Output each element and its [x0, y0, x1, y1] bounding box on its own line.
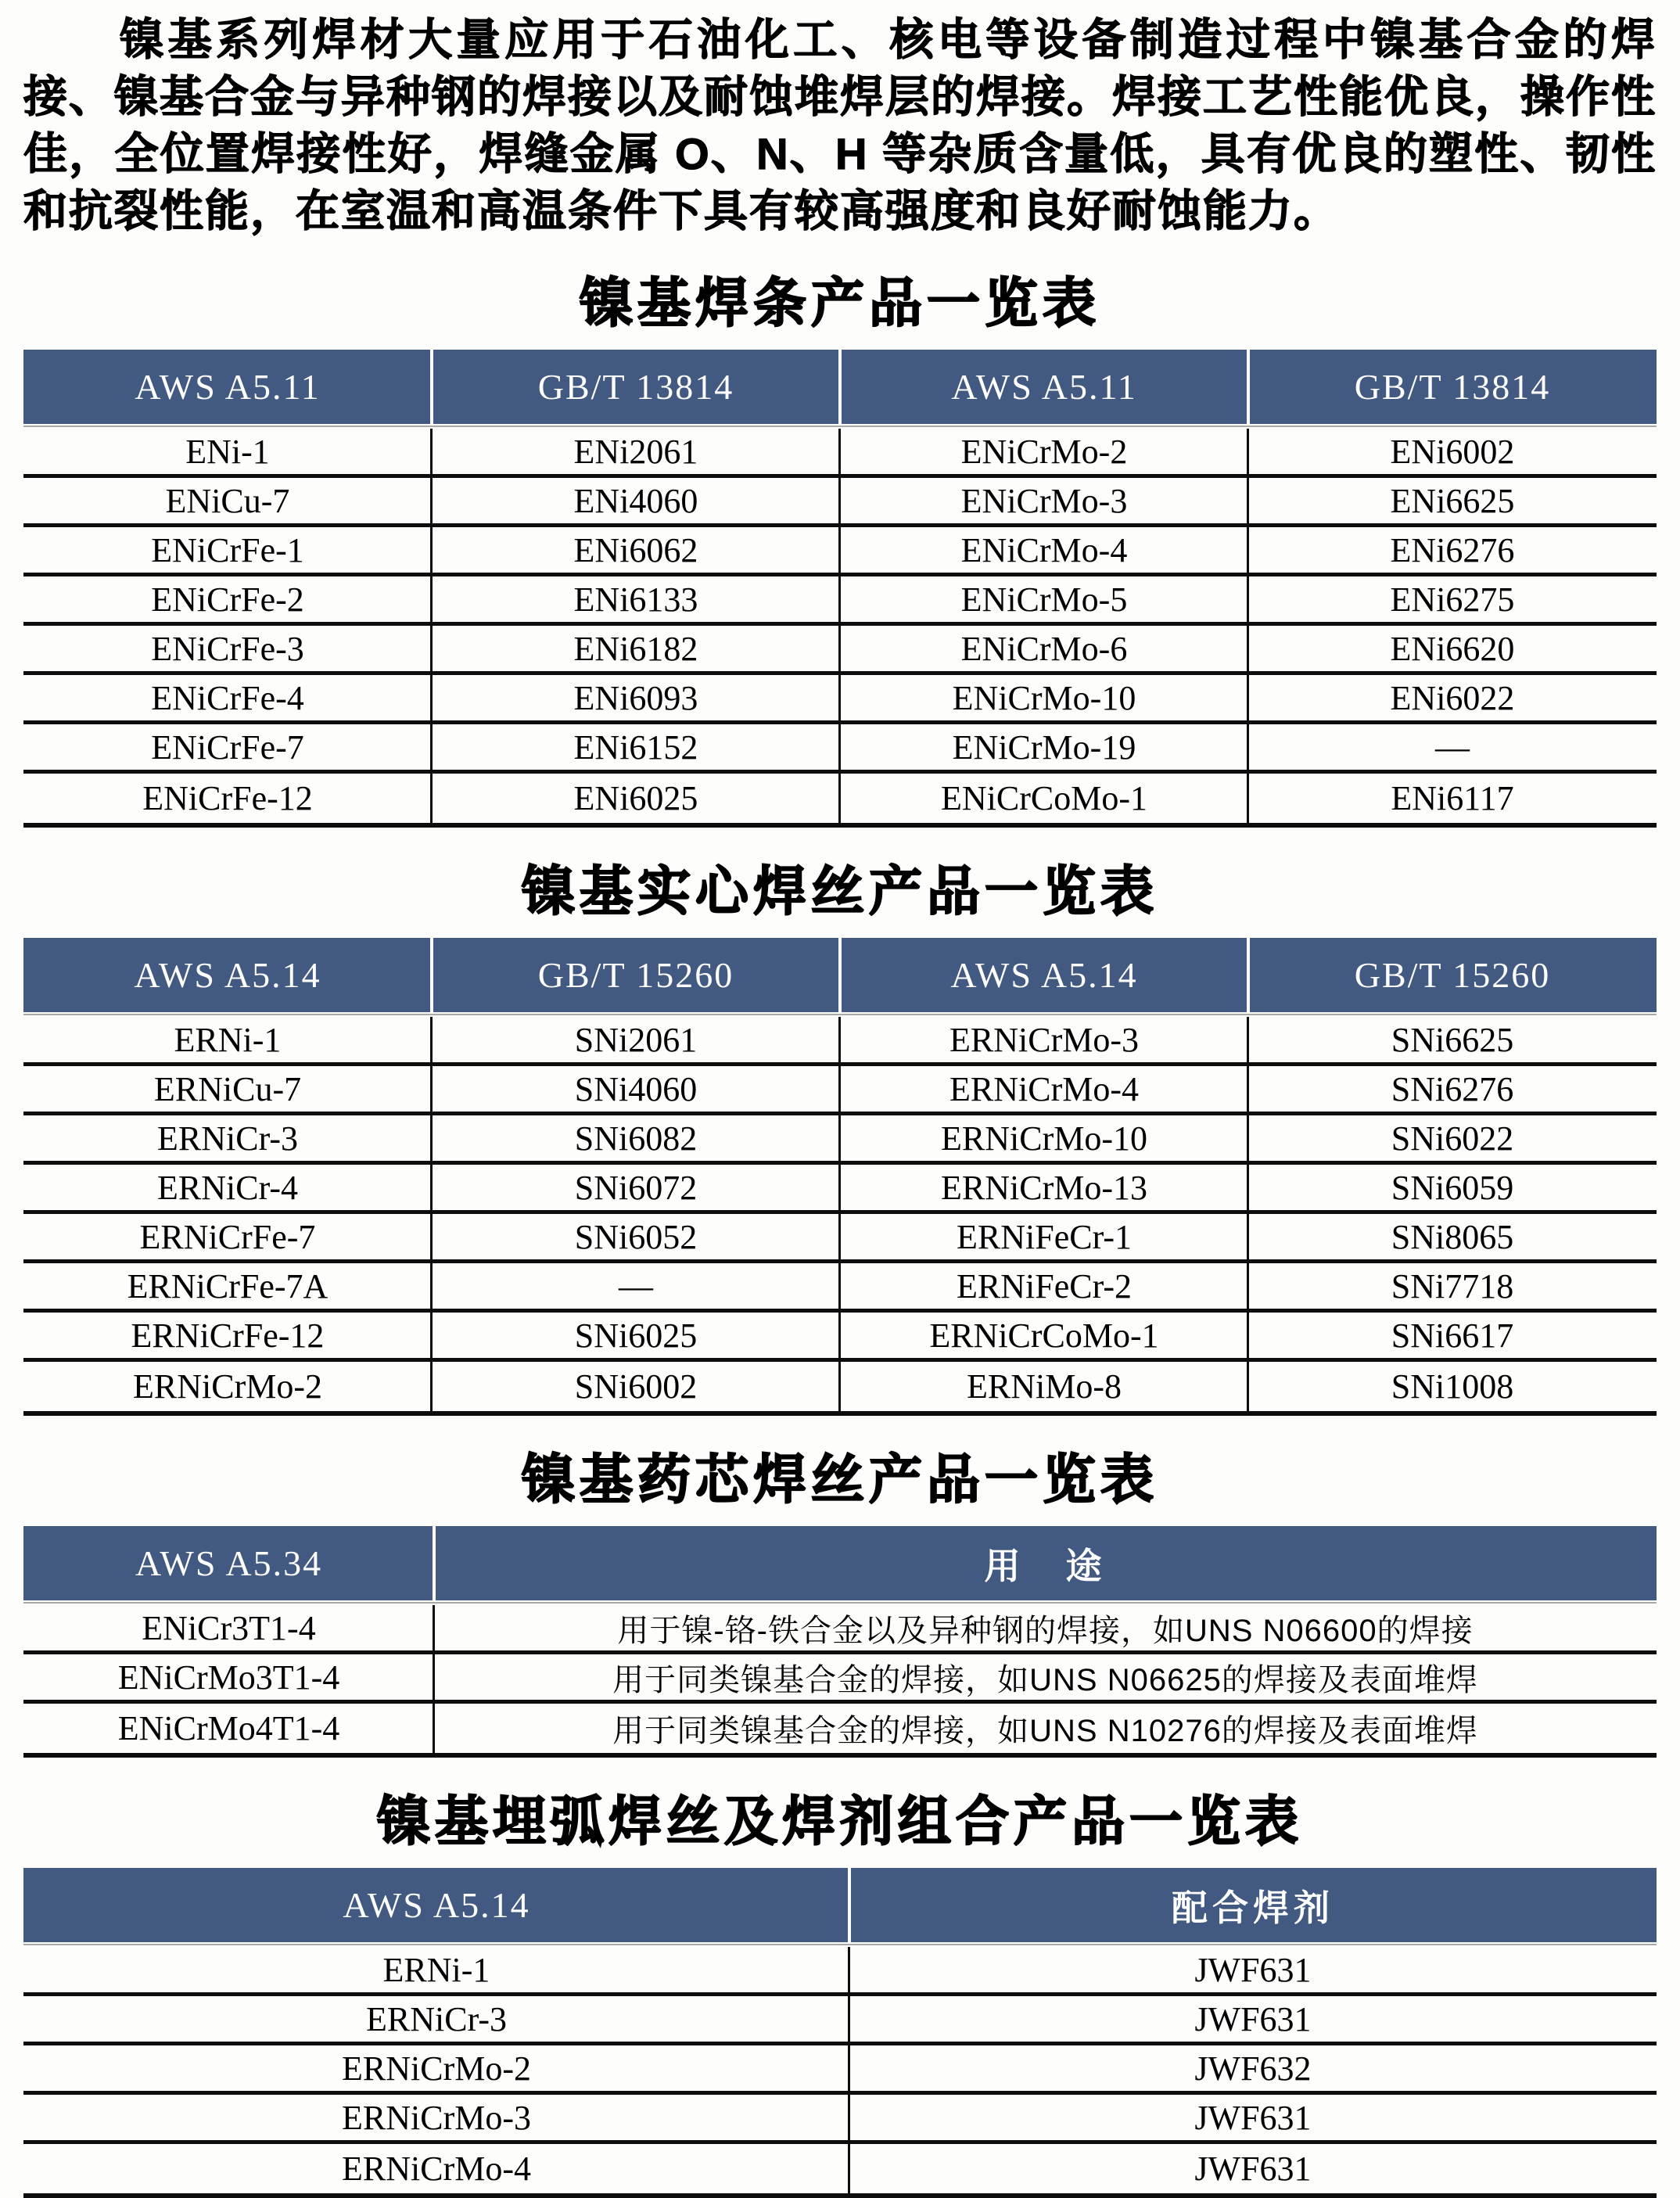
body-cell: SNi6002 — [574, 1367, 698, 1406]
body-cell: SNi8065 — [1391, 1217, 1514, 1256]
body-cell: SNi6052 — [574, 1217, 698, 1256]
body-cell: ERNiMo-8 — [967, 1367, 1122, 1406]
table-row — [23, 1654, 1657, 1704]
header-cell: AWS A5.14 — [840, 938, 1248, 1012]
section-title-flux-cored: 镍基药芯焊丝产品一览表 — [521, 1450, 1158, 1510]
column-divider — [838, 1017, 841, 1411]
body-cell: ERNiCr-3 — [157, 1119, 298, 1158]
body-cell: ERNiCrMo-4 — [949, 1069, 1139, 1108]
table-flux-cored — [23, 1526, 1657, 1758]
body-cell: ERNiCrMo-2 — [342, 2049, 531, 2088]
body-cell: ERNiFeCr-2 — [957, 1266, 1132, 1306]
body-cell: 用于镍-铬-铁合金以及异种钢的焊接，如UNS N06600的焊接 — [617, 1613, 1474, 1648]
body-cell: ERNiCrMo-2 — [133, 1367, 322, 1406]
body-cell: SNi2061 — [574, 1020, 698, 1059]
body-cell: JWF631 — [1194, 2150, 1312, 2188]
table-saw-body — [23, 1947, 1657, 2198]
body-cell: ENiCrMo-3 — [960, 481, 1128, 520]
body-cell: ENi6275 — [1390, 580, 1515, 619]
body-cell: ERNiCr-4 — [157, 1168, 298, 1207]
table-solid-wires-body — [23, 1017, 1657, 1416]
table-row — [23, 1947, 1657, 1996]
body-cell: ENiCrMo-4 — [960, 530, 1128, 569]
table-electrodes-body — [23, 429, 1657, 828]
body-cell: SNi1008 — [1391, 1367, 1514, 1406]
body-cell: SNi6059 — [1391, 1168, 1514, 1207]
body-cell: ENi6022 — [1390, 678, 1515, 717]
header-gap — [430, 938, 433, 1012]
header-cell: GB/T 13814 — [432, 350, 840, 424]
body-cell: ENiCrFe-12 — [142, 779, 313, 817]
body-cell: ENi6062 — [573, 530, 698, 569]
column-divider — [433, 1605, 435, 1753]
table-saw — [23, 1868, 1657, 2198]
intro-paragraph: 镍基系列焊材大量应用于石油化工、核电等设备制造过程中镍基合金的焊接、镍基合金与异种钢的焊接以及耐蚀堆焊层的焊接。焊接工艺性能优良，操作性佳，全位置焊接性好，焊缝金属 O、N、H 等杂质含量低，具有优良的塑性、韧性和抗裂性能，在室温和高温条件下具有较高强度和良好耐蚀能力。 — [23, 15, 1657, 235]
table-electrodes — [23, 350, 1657, 828]
table-row — [23, 2095, 1657, 2144]
body-cell: ERNiCrMo-3 — [342, 2098, 531, 2137]
header-gap — [1247, 938, 1250, 1012]
body-cell: ENiCrFe-3 — [151, 629, 304, 668]
body-cell: SNi6022 — [1391, 1119, 1514, 1158]
body-cell: ERNiCrFe-12 — [131, 1316, 325, 1355]
header-cell: 配合焊剂 — [849, 1868, 1657, 1942]
body-cell: ERNiCrMo-10 — [941, 1119, 1147, 1158]
body-cell: ENiCrMo-19 — [952, 727, 1136, 767]
body-cell: JWF631 — [1194, 1950, 1312, 1989]
table-solid-wires-header-row — [23, 938, 1657, 1012]
body-cell: ENi6625 — [1390, 481, 1515, 520]
body-cell: 用于同类镍基合金的焊接，如UNS N06625的焊接及表面堆焊 — [612, 1662, 1478, 1697]
body-cell: ENiCrFe-4 — [151, 678, 304, 717]
header-divider — [23, 426, 1657, 427]
header-cell: AWS A5.11 — [840, 350, 1248, 424]
body-cell: ERNi-1 — [382, 1950, 490, 1989]
section-title-solid-wires: 镍基实心焊丝产品一览表 — [521, 862, 1158, 921]
header-gap — [430, 350, 433, 424]
table-electrodes-header-row — [23, 350, 1657, 424]
body-cell: ENiCrMo-10 — [952, 678, 1136, 717]
body-cell: ENi4060 — [573, 481, 698, 520]
table-flux-cored-body — [23, 1605, 1657, 1758]
section-title-electrodes: 镍基焊条产品一览表 — [579, 274, 1100, 333]
table-row — [23, 1996, 1657, 2045]
body-cell: ENiCrMo-2 — [960, 432, 1128, 471]
body-cell: ENiCrFe-7 — [151, 727, 304, 767]
body-cell: ERNiFeCr-1 — [957, 1217, 1132, 1256]
table-flux-cored-header-row — [23, 1526, 1657, 1600]
body-cell: ENiCrCoMo-1 — [941, 779, 1147, 817]
body-cell: SNi6276 — [1391, 1069, 1514, 1108]
body-cell: JWF631 — [1194, 2098, 1312, 2137]
page — [0, 11, 1680, 2188]
header-cell: GB/T 13814 — [1248, 350, 1657, 424]
column-divider — [1247, 1017, 1249, 1411]
body-cell: ENiCrFe-2 — [151, 580, 304, 619]
column-divider — [838, 429, 841, 823]
body-cell: ENiCu-7 — [165, 481, 290, 520]
header-cell: 用 途 — [434, 1526, 1657, 1600]
body-cell: ERNiCrFe-7 — [139, 1217, 316, 1256]
body-cell: ENi6276 — [1390, 530, 1515, 569]
body-cell: ENi6152 — [573, 727, 698, 767]
table-row — [23, 1704, 1657, 1753]
body-cell: JWF631 — [1194, 1999, 1312, 2038]
body-cell: ENi6093 — [573, 678, 698, 717]
header-divider — [23, 1944, 1657, 1945]
body-cell: ENiCrMo-6 — [960, 629, 1128, 668]
body-cell: ENiCrFe-1 — [151, 530, 304, 569]
body-cell: SNi6082 — [574, 1119, 698, 1158]
header-gap — [848, 1868, 851, 1942]
body-cell: 用于同类镍基合金的焊接，如UNS N10276的焊接及表面堆焊 — [612, 1714, 1478, 1748]
body-cell: ERNiCrCoMo-1 — [929, 1316, 1159, 1355]
header-divider — [23, 1602, 1657, 1604]
body-cell: SNi6617 — [1391, 1316, 1514, 1355]
body-cell: ENiCrMo3T1-4 — [117, 1657, 340, 1697]
body-cell: ERNiCr-3 — [366, 1999, 507, 2038]
body-cell: ENi6117 — [1391, 779, 1514, 817]
header-cell: AWS A5.34 — [23, 1526, 434, 1600]
body-cell: ENi6133 — [573, 580, 698, 619]
body-cell: SNi6625 — [1391, 1020, 1514, 1059]
header-cell: AWS A5.14 — [23, 1868, 849, 1942]
body-cell: ENiCrMo-5 — [960, 580, 1128, 619]
body-cell: ERNiCrMo-4 — [342, 2150, 531, 2188]
body-cell: ERNiCrFe-7A — [127, 1266, 328, 1306]
header-gap — [433, 1526, 436, 1600]
body-cell: ENi6025 — [573, 779, 698, 817]
body-cell: ENiCrMo4T1-4 — [117, 1709, 340, 1747]
header-cell: GB/T 15260 — [432, 938, 840, 1012]
body-cell: ENi2061 — [573, 432, 698, 471]
table-row — [23, 2144, 1657, 2193]
table-row — [23, 2045, 1657, 2095]
header-divider — [23, 1014, 1657, 1015]
body-cell: ENiCr3T1-4 — [142, 1608, 316, 1647]
header-gap — [838, 350, 842, 424]
body-cell: ERNiCrMo-3 — [949, 1020, 1139, 1059]
body-cell: ENi-1 — [185, 432, 270, 471]
body-cell: SNi4060 — [574, 1069, 698, 1108]
body-cell: — — [619, 1266, 653, 1306]
header-cell: GB/T 15260 — [1248, 938, 1657, 1012]
table-solid-wires — [23, 938, 1657, 1416]
body-cell: ERNiCrMo-13 — [941, 1168, 1147, 1207]
body-cell: ERNi-1 — [174, 1020, 282, 1059]
body-cell: ENi6182 — [573, 629, 698, 668]
column-divider — [1247, 429, 1249, 823]
header-cell: AWS A5.14 — [23, 938, 432, 1012]
column-divider — [848, 1947, 850, 2193]
body-cell: JWF632 — [1194, 2049, 1312, 2088]
body-cell: SNi7718 — [1391, 1266, 1514, 1306]
table-row — [23, 1605, 1657, 1654]
table-saw-header-row — [23, 1868, 1657, 1942]
column-divider — [430, 1017, 433, 1411]
body-cell: SNi6025 — [574, 1316, 698, 1355]
section-title-saw: 镍基埋弧焊丝及焊剂组合产品一览表 — [376, 1792, 1303, 1851]
body-cell: — — [1435, 727, 1470, 767]
body-cell: ERNiCu-7 — [153, 1069, 302, 1108]
header-cell: AWS A5.11 — [23, 350, 432, 424]
body-cell: ENi6620 — [1390, 629, 1515, 668]
column-divider — [430, 429, 433, 823]
body-cell: SNi6072 — [574, 1168, 698, 1207]
body-cell: ENi6002 — [1390, 432, 1515, 471]
header-gap — [1247, 350, 1250, 424]
header-gap — [838, 938, 842, 1012]
